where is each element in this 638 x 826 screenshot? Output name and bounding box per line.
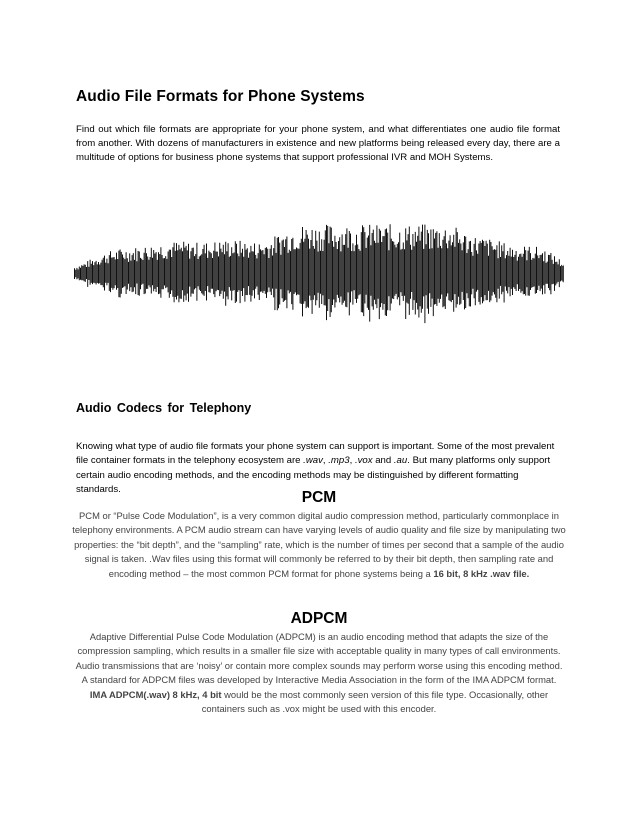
codecs-sep-1: , xyxy=(322,455,329,467)
pcm-heading: PCM xyxy=(301,489,337,506)
codecs-heading: Audio Codecs for Telephony xyxy=(76,401,252,415)
pcm-body-text: PCM or “Pulse Code Modulation”, is a very common digital audio compression method, particularly commonplace in telephony environments. A PCM audio stream can have varying levels of audio quality and file size by manipulating two properties: the “bit depth”, and the “sampling” rate, which is the number of times per second that a sample of the audio signal is taken. .Wav files using this format will commonly be referred to by their bit depth, then sampling rate and encoding method – the most common PCM format for phone systems being a xyxy=(72,510,566,579)
format-mp3: .mp3 xyxy=(328,455,350,467)
codecs-text-2: . But many platforms only support certain audio encoding methods, and the encoding methods may be distinguished by different formatting standards. xyxy=(76,455,551,496)
format-wav: .wav xyxy=(303,455,323,467)
codecs-text-1: Knowing what type of audio file formats your phone system can support is important. Some of the most prevalent file container formats in the telephony ecosystem are xyxy=(76,441,555,467)
pcm-paragraph xyxy=(72,509,566,581)
page-title: Audio File Formats for Phone Systems xyxy=(76,88,365,105)
adpcm-heading: ADPCM xyxy=(290,610,348,627)
audio-waveform-image xyxy=(74,222,564,326)
adpcm-body-text-2: would be the most commonly seen version of this file type. Occasionally, other containers such as .vox might be used with this encoder. xyxy=(201,688,549,715)
format-au: .au xyxy=(393,455,408,467)
adpcm-paragraph xyxy=(72,630,566,716)
format-vox: .vox xyxy=(354,455,373,467)
codecs-sep-2: , xyxy=(349,455,355,467)
waveform-path xyxy=(74,224,564,323)
codecs-and: and xyxy=(372,455,394,467)
intro-paragraph: Find out which file formats are appropriate for your phone system, and what differentiates one audio file format from another. With dozens of manufacturers in existence and new platforms being released every day, there are a multitude of options for business phone systems that support professional IVR and MOH Systems. xyxy=(76,124,560,163)
adpcm-bold-text: IMA ADPCM(.wav) 8 kHz, 4 bit xyxy=(89,688,222,700)
pcm-bold-text: 16 bit, 8 kHz .wav file. xyxy=(433,567,530,579)
adpcm-body-text-1: Adaptive Differential Pulse Code Modulation (ADPCM) is an audio encoding method that adapts the size of the compression sampling, which results in a smaller file size with acceptable quality in many types of call environments. Audio transmissions that are ‘noisy’ or contain more complex sounds may perform worse using this encoding method. A standard for ADPCM files was developed by Interactive Media Association in the form of the IMA ADPCM format. xyxy=(75,631,563,686)
